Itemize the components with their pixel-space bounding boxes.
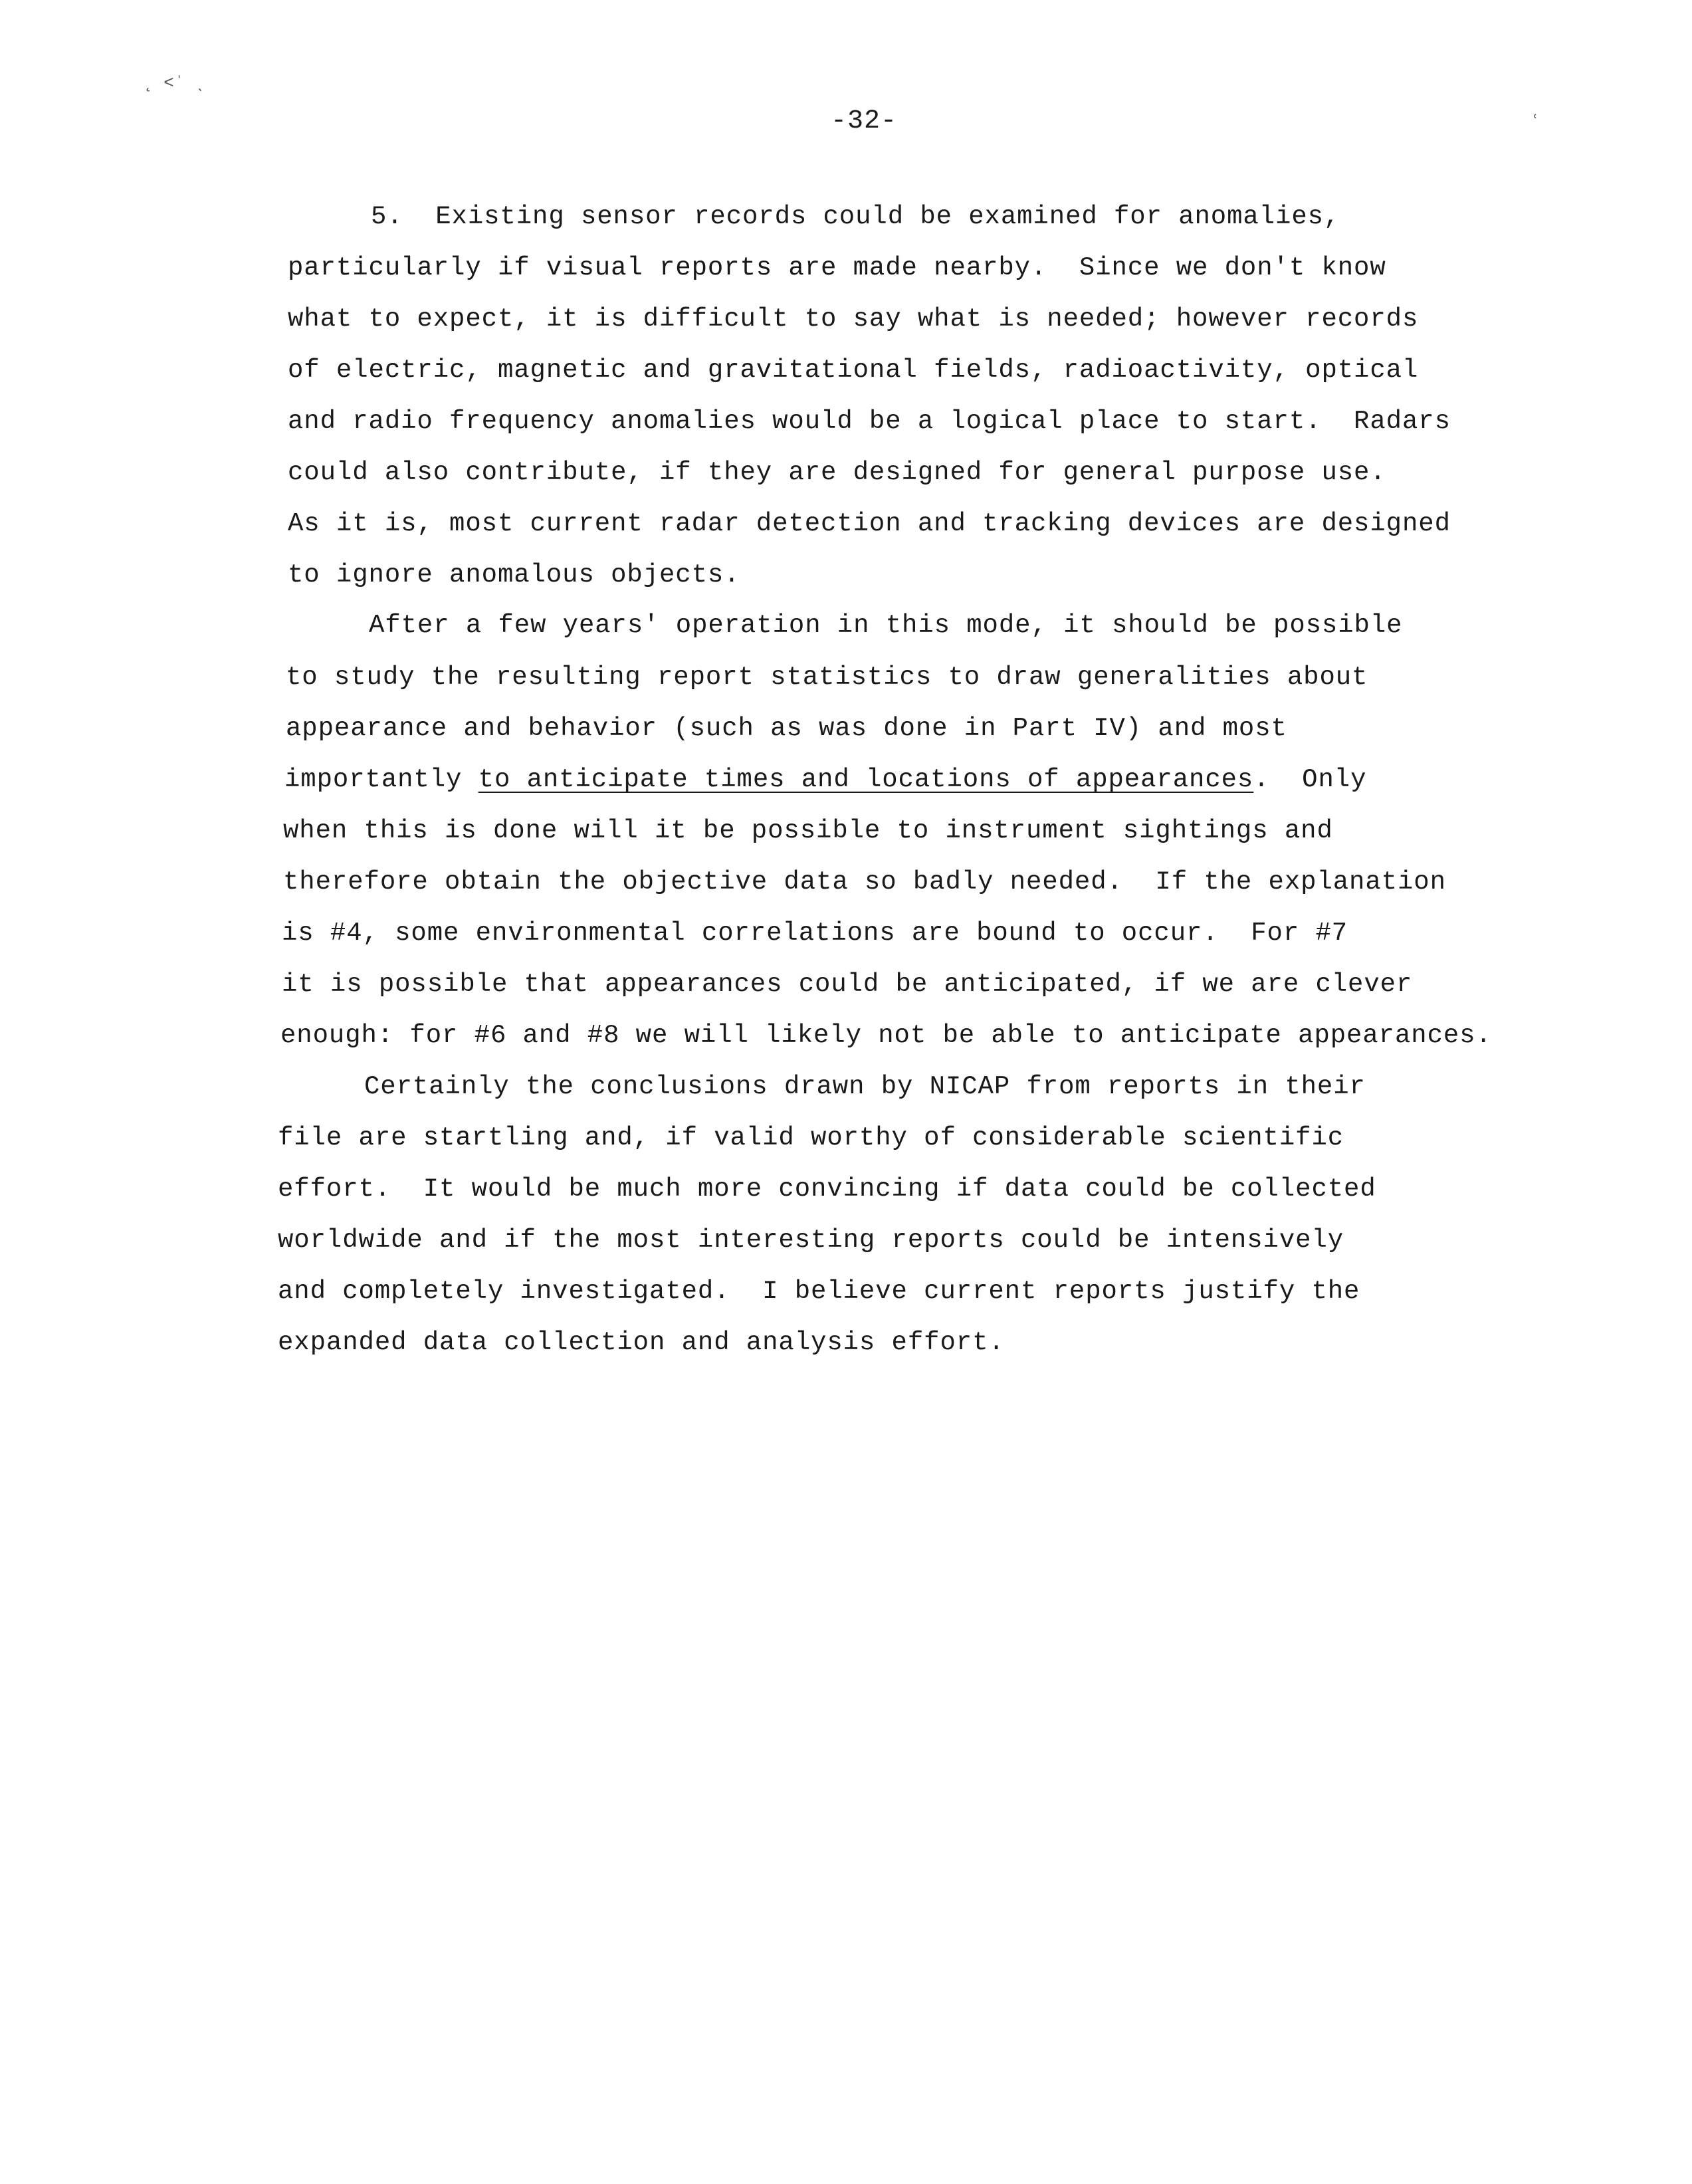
text-line-with-underline [284, 767, 1366, 793]
text-line: enough: for #6 and #8 we will likely not be able to anticipate appearances. [280, 1021, 1492, 1050]
text-line: to study the resulting report statistics to draw generalities about [286, 663, 1368, 692]
text-line: therefore obtain the objective data so badly needed. If the explanation [283, 867, 1446, 897]
text-line: is #4, some environmental correlations are bound to occur. For #7 [282, 919, 1348, 948]
text-line: and radio frequency anomalies would be a logical place to start. Radars [288, 407, 1451, 436]
text-line: As it is, most current radar detection and tracking devices are designed [288, 509, 1451, 538]
underlined-phrase: to anticipate times and locations of appearances [478, 765, 1254, 794]
text-line: 5. Existing sensor records could be examined for anomalies, [371, 202, 1340, 231]
page-number: -32- [830, 106, 897, 136]
text-line: could also contribute, if they are designed for general purpose use. [288, 458, 1386, 487]
text-line: it is possible that appearances could be anticipated, if we are clever [282, 970, 1413, 999]
scan-mark: ʿ [1529, 113, 1542, 138]
text-line: to ignore anomalous objects. [288, 560, 740, 590]
text-line: of electric, magnetic and gravitational fields, radioactivity, optical [288, 356, 1419, 385]
text-line: and completely investigated. I believe current reports justify the [278, 1277, 1360, 1306]
text-segment: . Only [1253, 765, 1367, 794]
scan-mark: ˛ ˂ˈ ˎ [143, 73, 205, 93]
text-line: appearance and behavior (such as was done in Part IV) and most [286, 714, 1287, 743]
text-line: expanded data collection and analysis effort. [278, 1328, 1005, 1357]
text-line: particularly if visual reports are made nearby. Since we don't know [288, 253, 1386, 282]
text-segment: importantly [284, 765, 478, 794]
text-line: worldwide and if the most interesting reports could be intensively [278, 1226, 1344, 1255]
text-line: when this is done will it be possible to instrument sightings and [283, 816, 1333, 845]
text-line: After a few years' operation in this mode, it should be possible [369, 611, 1403, 640]
text-line: effort. It would be much more convincing if data could be collected [278, 1174, 1376, 1204]
text-line: what to expect, it is difficult to say what is needed; however records [288, 304, 1419, 334]
text-line: Certainly the conclusions drawn by NICAP from reports in their [364, 1072, 1366, 1101]
text-line: file are startling and, if valid worthy of considerable scientific [278, 1123, 1344, 1152]
